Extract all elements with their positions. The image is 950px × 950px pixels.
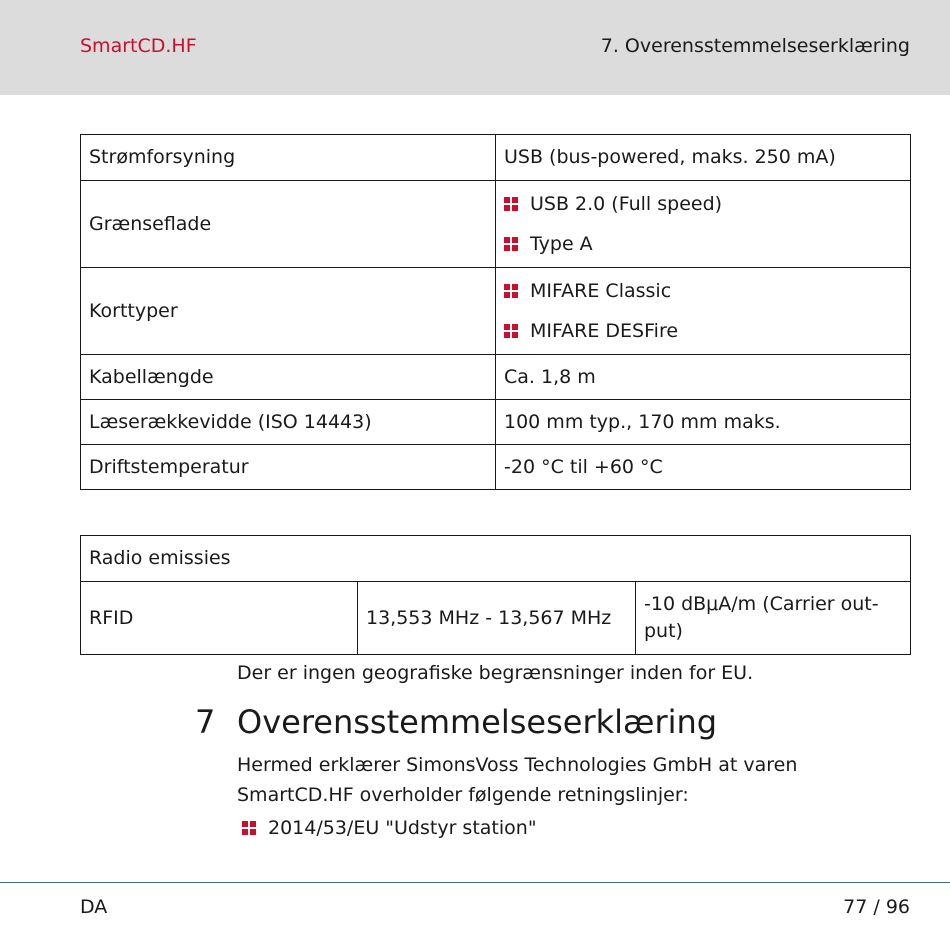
product-name: SmartCD.HF	[80, 35, 197, 57]
bullet-icon	[242, 821, 256, 835]
spec-label: Kabellængde	[81, 355, 496, 400]
radio-table-title: Radio emissies	[81, 536, 911, 582]
list-item: MIFARE Classic	[504, 271, 902, 311]
list-item: 2014/53/EU "Udstyr station"	[242, 817, 537, 839]
table-row	[81, 268, 911, 355]
page-header	[0, 0, 950, 95]
bullet-icon	[504, 284, 518, 298]
list-item: MIFARE DESFire	[504, 311, 902, 351]
spec-label: Grænseflade	[81, 181, 496, 268]
radio-frequency: 13,553 MHz - 13,567 MHz	[358, 582, 636, 655]
declaration-paragraph: Hermed erklærer SimonsVoss Technologies GmbH at varen SmartCD.HF overholder følgende retningslinjer:	[237, 754, 798, 806]
page-number: 77 / 96	[843, 896, 910, 918]
bullet-icon	[504, 324, 518, 338]
spec-value: Ca. 1,8 m	[496, 355, 911, 400]
footer-divider	[0, 882, 950, 883]
spec-value-list	[496, 268, 911, 355]
directive-list	[242, 817, 537, 839]
table-row	[81, 135, 911, 181]
spec-label: Korttyper	[81, 268, 496, 355]
radio-emissions-table	[80, 535, 911, 655]
table-row	[81, 445, 911, 490]
spec-table	[80, 134, 911, 490]
spec-label: Strømforsyning	[81, 135, 496, 181]
table-row	[81, 355, 911, 400]
chapter-title: 7. Overensstemmelseserklæring	[600, 35, 910, 57]
table-row	[81, 181, 911, 268]
spec-label: Læserækkevidde (ISO 14443)	[81, 400, 496, 445]
spec-label: Driftstemperatur	[81, 445, 496, 490]
spec-value: -20 °C til +60 °C	[496, 445, 911, 490]
radio-type: RFID	[81, 582, 358, 655]
language-code: DA	[80, 896, 108, 918]
spec-value-list	[496, 181, 911, 268]
bullet-icon	[504, 197, 518, 211]
table-row	[81, 582, 911, 655]
section-title: Overensstemmelseserklæring	[237, 703, 718, 741]
section-number: 7	[195, 703, 216, 741]
table-header-row	[81, 536, 911, 582]
spec-value: USB (bus-powered, maks. 250 mA)	[496, 135, 911, 181]
list-item: USB 2.0 (Full speed)	[504, 184, 902, 224]
spec-value: 100 mm typ., 170 mm maks.	[496, 400, 911, 445]
table-row	[81, 400, 911, 445]
radio-emission-level: -10 dBμA/m (Carrier out-put)	[636, 582, 911, 655]
eu-note: Der er ingen geografiske begrænsninger inden for EU.	[237, 662, 754, 684]
bullet-icon	[504, 237, 518, 251]
list-item: Type A	[504, 224, 902, 264]
